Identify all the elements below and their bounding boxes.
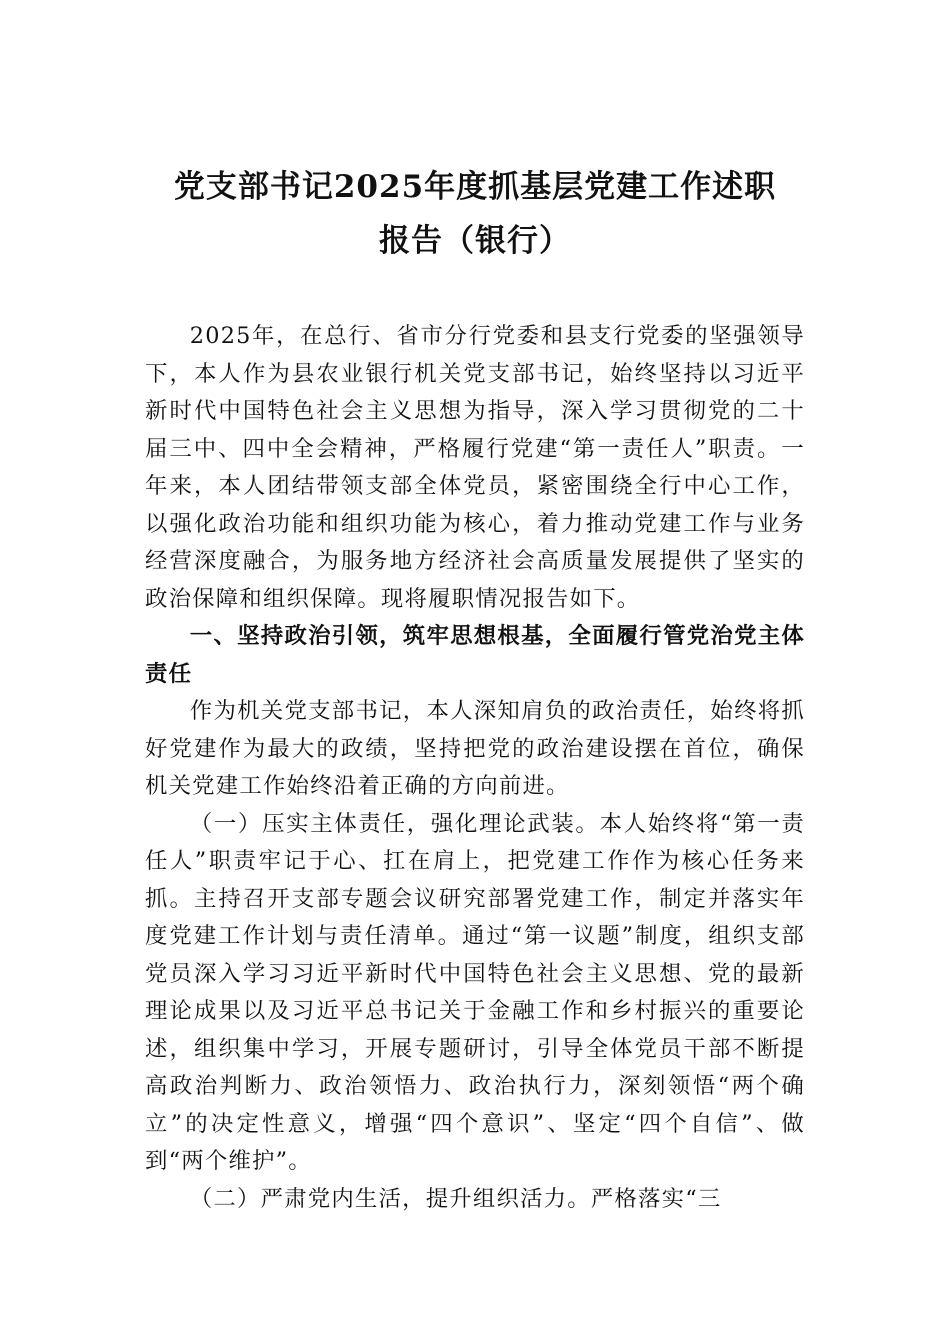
document-page xyxy=(145,160,805,1218)
document-title xyxy=(145,160,805,268)
document-body xyxy=(145,318,805,1218)
intro-paragraph: 2025年，在总行、省市分行党委和县支行党委的坚强领导下，本人作为县农业银行机关党支部书记，始终坚持以习近平新时代中国特色社会主义思想为指导，深入学习贯彻党的二十届三中、四中全会精神，严格履行党建“第一责任人”职责。一年来，本人团结带领支部全体党员，紧密围绕全行中心工作，以强化政治功能和组织功能为核心，着力推动党建工作与业务经营深度融合，为服务地方经济社会高质量发展提供了坚实的政治保障和组织保障。现将履职情况报告如下。 xyxy=(145,323,805,612)
subsection-1-body: 本人始终将“第一责任人”职责牢记于心、扛在肩上，把党建工作作为核心任务来抓。主持召开支部专题会议研究部署党建工作，制定并落实年度党建工作计划与责任清单。通过“第一议题”制度，组织支部党员深入学习习近平新时代中国特色社会主义思想、党的最新理论成果以及习近平总书记关于金融工作和乡村振兴的重要论述，组织集中学习，开展专题研讨，引导全体党员干部不断提高政治判断力、政治领悟力、政治执行力，深刻领悟“两个确立”的决定性意义，增强“四个意识”、坚定“四个自信”、做到“两个维护”。 xyxy=(145,810,805,1174)
subsection-1-lead: （一）压实主体责任，强化理论武装。 xyxy=(189,810,600,837)
subsection-2-body: 严格落实“三 xyxy=(590,1185,722,1212)
section-1-heading: 一、坚持政治引领，筑牢思想根基，全面履行管党治党主体责任 xyxy=(145,623,805,687)
title-line-1: 党支部书记2025年度抓基层党建工作述职 xyxy=(173,169,777,205)
section-1-intro-paragraph: 作为机关党支部书记，本人深知肩负的政治责任，始终将抓好党建作为最大的政绩，坚持把党的政治建设摆在首位，确保机关党建工作始终沿着正确的方向前进。 xyxy=(145,698,805,799)
subsection-1-paragraph xyxy=(145,806,805,1181)
subsection-2-paragraph xyxy=(145,1181,805,1219)
title-line-2: 报告（银行） xyxy=(379,223,571,259)
subsection-2-lead: （二）严肃党内生活，提升组织活力。 xyxy=(189,1185,591,1212)
